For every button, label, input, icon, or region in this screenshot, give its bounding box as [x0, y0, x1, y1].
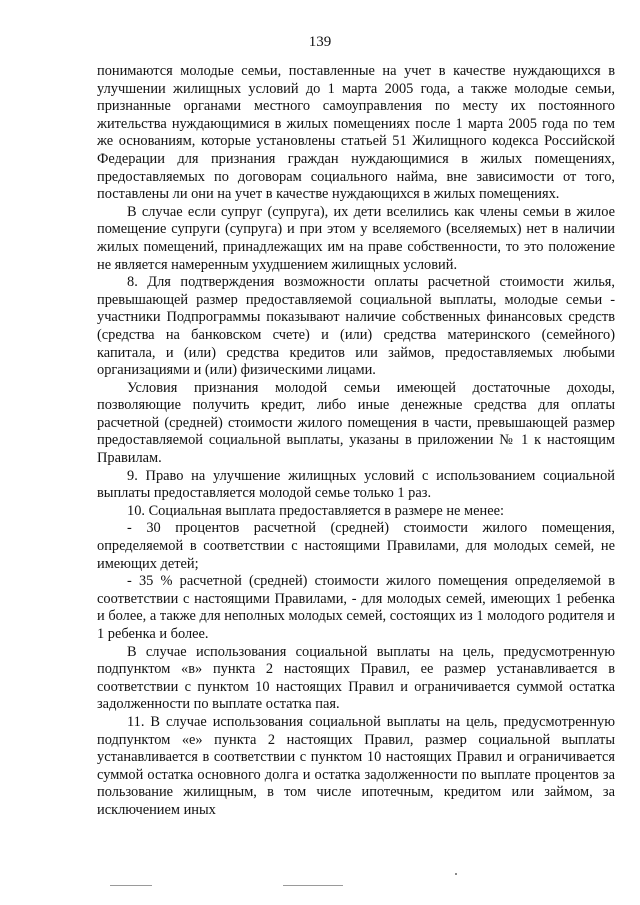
paragraph-item-10-35-percent: - 35 % расчетной (средней) стоимости жилого помещения определяемой в соответствии с настоящими Правилами, - для молодых семей, имеющих 1 ребенка и более, а также для неполных молодых семей, состоящих из 1 молодого родителя и 1 ребенка и более. [97, 573, 615, 642]
paragraph-spouse-clause: В случае если супруг (супруга), их дети вселились как члены семьи в жилое помещение супруги (супруга) и при этом у вселяемого (вселяемых) нет в наличии жилых помещений, принадлежащих им на праве собственности, то это положение не является намеренным ухудшением жилищных условий. [97, 203, 615, 273]
paragraph-share-payment: В случае использования социальной выплаты на цель, предусмотренную подпунктом «в» пункта 2 настоящих Правил, ее размер устанавливается в соответствии с пунктом 10 настоящих Правил и ограничивается суммой остатка задолженности по выплате остатка пая. [97, 643, 615, 713]
bottom-rule-left [110, 885, 152, 886]
paragraph-item-8: 8. Для подтверждения возможности оплаты расчетной стоимости жилья, превышающей размер предоставляемой социальной выплаты, молодые семьи - участники Подпрограммы показывают наличие собственных финансовых средств (средства на банковском счете) и (или) средства материнского (семейного) капитала, и (или) средства кредитов или займов, предоставляемых любыми организациями и (или) физическими лицами. [97, 274, 615, 379]
page-number: 139 [308, 34, 332, 50]
paragraph-income-conditions: Условия признания молодой семьи имеющей достаточные доходы, позволяющие получить кредит, либо иные денежные средства для оплаты расчетной (средней) стоимости жилого помещения в части, превышающей размер предоставляемой социальной выплаты, указаны в приложении № 1 к настоящим Правилам. [97, 379, 615, 467]
scan-dot-mark [455, 873, 457, 875]
paragraph-item-10-30-percent: - 30 процентов расчетной (средней) стоимости жилого помещения, определяемой в соответствии с настоящими Правилами, для молодых семей, не имеющих детей; [97, 520, 615, 572]
bottom-rule-right [283, 885, 343, 886]
paragraph-item-11: 11. В случае использования социальной выплаты на цель, предусмотренную подпунктом «е» пункта 2 настоящих Правил, размер социальной выплаты устанавливается в соответствии с пунктом 10 настоящих Правил и ограничивается суммой остатка основного долга и остатка задолженности по выплате процентов за пользование жилищным, в том числе ипотечным, кредитом или займом, за исключением иных [97, 713, 615, 818]
page-body [97, 63, 615, 820]
paragraph-item-9: 9. Право на улучшение жилищных условий с использованием социальной выплаты предоставляется молодой семье только 1 раз. [97, 467, 615, 502]
paragraph-item-10: 10. Социальная выплата предоставляется в размере не менее: [127, 502, 505, 519]
paragraph-continuation: понимаются молодые семьи, поставленные на учет в качестве нуждающихся в улучшении жилищных условий до 1 марта 2005 года, а также молодые семьи, признанные органами местного самоуправления по месту их постоянного жительства нуждающимися в жилых помещениях после 1 марта 2005 года по тем же основаниям, которые установлены статьей 51 Жилищного кодекса Российской Федерации для признания граждан нуждающимися в жилых помещениях, предоставляемых по договорам социального найма, вне зависимости от того, поставлены ли они на учет в качестве нуждающихся в жилых помещениях. [97, 63, 615, 203]
